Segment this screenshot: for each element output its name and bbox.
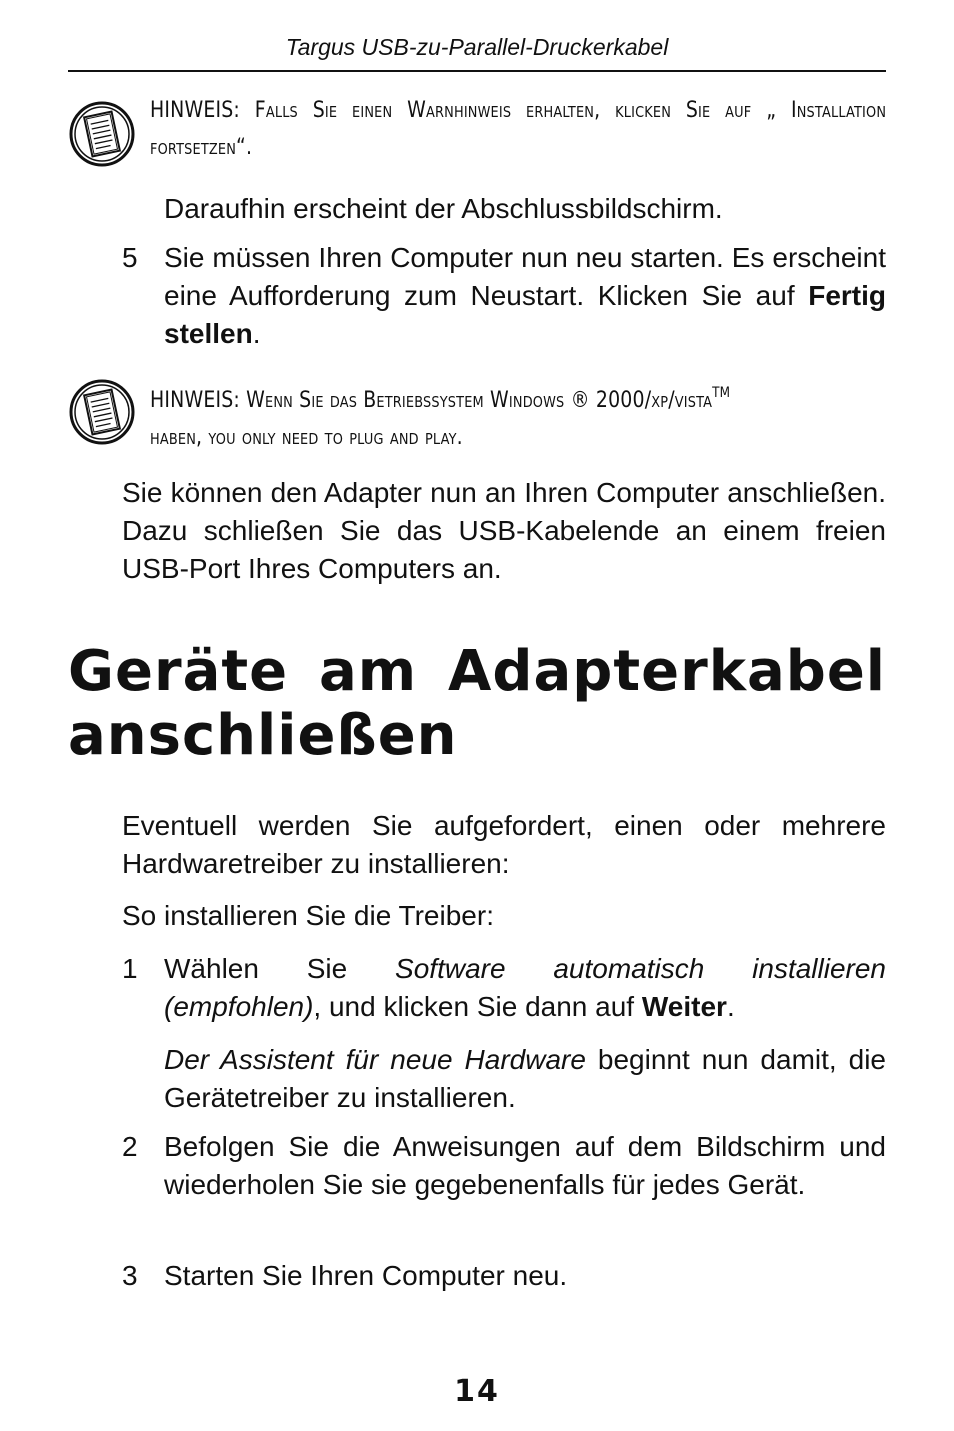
step-text bbox=[164, 950, 886, 1026]
heading-word: Geräte bbox=[68, 639, 289, 704]
note-icon bbox=[68, 100, 136, 168]
step-text-part: beginnt nun damit, die Gerätetreiber zu installieren. bbox=[164, 1044, 887, 1113]
paragraph-final-screen: Daraufhin erscheint der Abschlussbildschirm. bbox=[164, 193, 723, 224]
step-bold-term: Fertig stellen bbox=[164, 280, 886, 349]
note-text: HINWEIS: Falls Sie einen Warnhinweis erhalten, klicken Sie auf „ Installation fortsetzen“. bbox=[150, 98, 887, 160]
step-text: Starten Sie Ihren Computer neu. bbox=[164, 1260, 568, 1291]
note-text-part: haben, you only need to plug and play. bbox=[150, 425, 463, 450]
page-number: 14 bbox=[454, 1374, 500, 1409]
step-number: 3 bbox=[122, 1260, 138, 1291]
step-number: 2 bbox=[122, 1131, 138, 1162]
step-text-part: Sie müssen Ihren Computer nun neu starten. Es erscheint eine Aufforderung zum Neustart. Klicken Sie auf bbox=[164, 242, 886, 311]
step-text-part: Wählen Sie bbox=[164, 953, 396, 984]
step-text: Befolgen Sie die Anweisungen auf dem Bildschirm und wiederholen Sie sie gegebenenfalls für jedes Gerät. bbox=[164, 1131, 886, 1200]
step-bold-term: Weiter bbox=[641, 991, 727, 1022]
note-text bbox=[150, 375, 886, 456]
paragraph-drivers: Eventuell werden Sie aufgefordert, einen oder mehrere Hardwaretreiber zu installieren: bbox=[122, 810, 886, 879]
step-text bbox=[164, 239, 886, 353]
paragraph-connect: Sie können den Adapter nun an Ihren Computer anschließen. Dazu schließen Sie das USB-Kabelende an einem freien USB-Port Ihres Computers an. bbox=[122, 477, 886, 584]
heading-word: Adapterkabel bbox=[448, 639, 886, 704]
header-divider bbox=[68, 70, 886, 72]
step-subtext bbox=[164, 1041, 886, 1117]
heading-word: am bbox=[319, 639, 418, 704]
step-italic-term: Der Assistent für neue Hardware bbox=[164, 1044, 586, 1075]
page-header-title: Targus USB-zu-Parallel-Druckerkabel bbox=[285, 34, 669, 60]
paragraph-howto: So installieren Sie die Treiber: bbox=[122, 900, 494, 931]
step-italic-term: Software automatisch installieren (empfohlen) bbox=[164, 953, 886, 1022]
heading-line-2: anschließen bbox=[68, 703, 458, 768]
step-number: 5 bbox=[122, 242, 138, 273]
step-text-part: , und klicken Sie dann auf bbox=[313, 991, 642, 1022]
step-text-part: . bbox=[726, 991, 735, 1022]
step-text-part: . bbox=[252, 318, 261, 349]
note-icon bbox=[68, 378, 136, 446]
trademark-mark: TM bbox=[712, 385, 731, 401]
section-heading bbox=[68, 640, 886, 768]
step-number: 1 bbox=[122, 953, 138, 984]
note-text-part: HINWEIS: Wenn Sie das Betriebssystem Windows ® 2000/xp/vista bbox=[150, 388, 713, 413]
